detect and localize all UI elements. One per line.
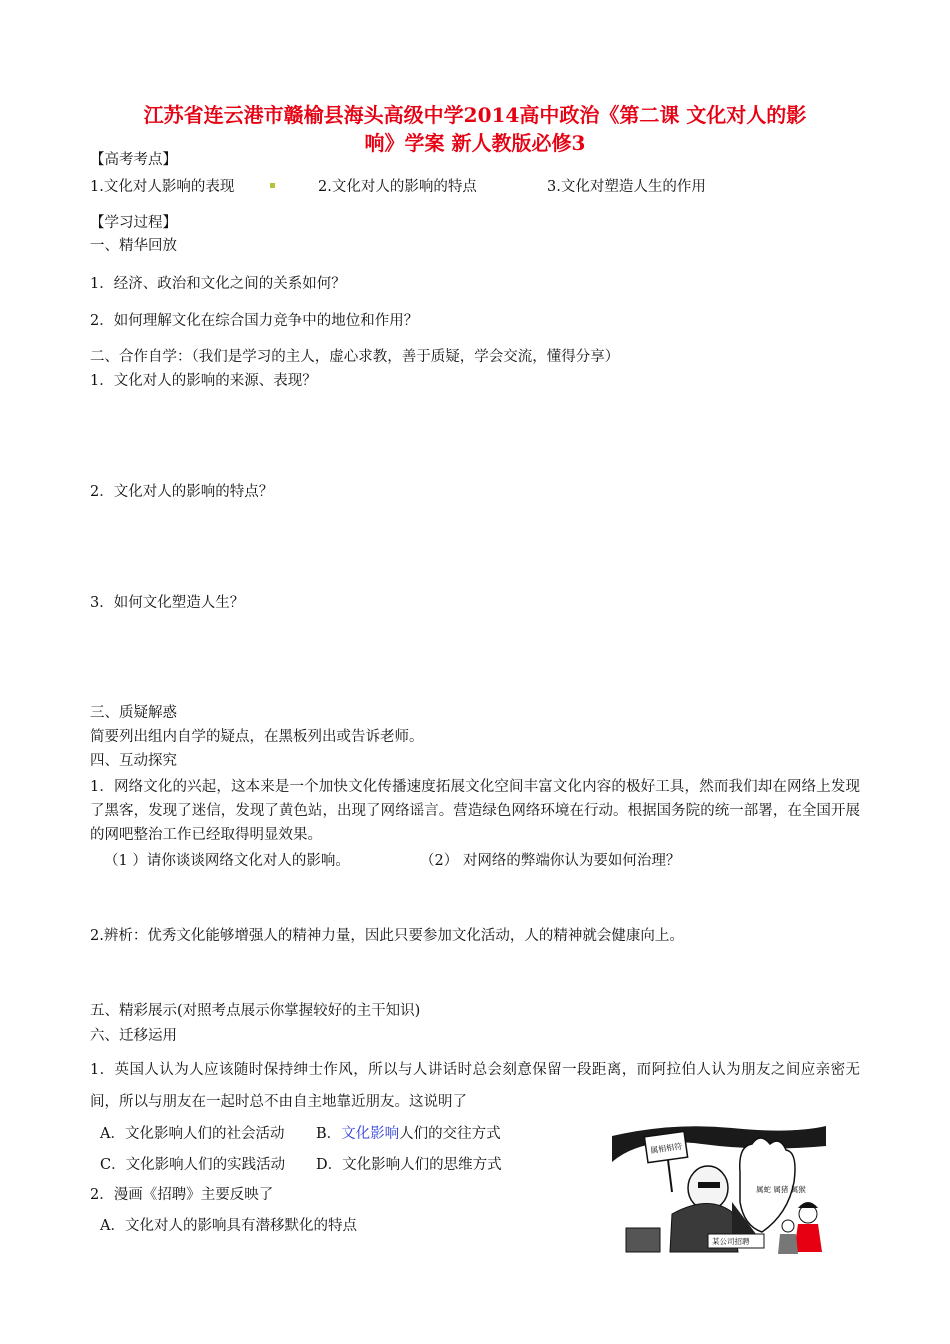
- section4-paragraph-2: 2.辨析：优秀文化能够增强人的精神力量，因此只要参加文化活动，人的精神就会健康向上。: [90, 928, 684, 944]
- cartoon-banner-text: 某公司招聘: [712, 1237, 750, 1246]
- section6-title: 六、迁移运用: [90, 1028, 177, 1044]
- section1-question-2: 2．如何理解文化在综合国力竞争中的地位和作用？: [90, 313, 419, 329]
- option-a: A．文化影响人们的社会活动: [100, 1126, 285, 1142]
- kaodian-point-1: 1.文化对人影响的表现: [90, 179, 235, 195]
- section3-title: 三、质疑解惑: [90, 705, 177, 721]
- section4-subquestion-2: （2） 对网络的弊端你认为要如何治理？: [420, 853, 681, 869]
- cartoon-hand-text: 属蛇 属猪 属猴: [756, 1185, 806, 1194]
- section2-question-3: 3．如何文化塑造人生？: [90, 595, 245, 611]
- option-b: [316, 1124, 501, 1144]
- kaodian-point-2: 2.文化对人的影响的特点: [318, 179, 477, 195]
- option-c: C．文化影响人们的实践活动: [100, 1157, 286, 1173]
- recruitment-cartoon: [612, 1122, 826, 1260]
- option-b-highlight: 文化影响: [341, 1126, 400, 1142]
- section3-text: 简要列出组内自学的疑点，在黑板列出或告诉老师。: [90, 729, 424, 745]
- process-heading: 【学习过程】: [90, 215, 177, 231]
- section1-question-1: 1．经济、政治和文化之间的关系如何？: [90, 276, 346, 292]
- section5-title: 五、精彩展示(对照考点展示你掌握较好的主干知识): [90, 1003, 421, 1019]
- section2-question-1: 1．文化对人的影响的来源、表现？: [90, 373, 317, 389]
- section4-title: 四、互动探究: [90, 753, 177, 769]
- option-b-prefix: B．: [316, 1126, 342, 1142]
- cartoon-sign-text: 属相相符: [649, 1141, 683, 1156]
- document-title-line1: 江苏省连云港市赣榆县海头高级中学2014高中政治《第二课 文化对人的影: [143, 103, 807, 127]
- section6-question-2: 2．漫画《招聘》主要反映了: [90, 1187, 274, 1203]
- option-d: D．文化影响人们的思维方式: [316, 1157, 502, 1173]
- section4-paragraph-1: 1．网络文化的兴起，这本来是一个加快文化传播速度拓展文化空间丰富文化内容的极好工具，然而我们却在网络上发现了黑客，发现了迷信，发现了黄色站，出现了网络谣言。营造绿色网络环境在行动。根据国务院的统一部署，在全国开展的网吧整治工作已经取得明显效果。: [90, 779, 860, 843]
- section6-question-1: 1．英国人认为人应该随时保持绅士作风，所以与人讲话时总会刻意保留一段距离，而阿拉伯人认为朋友之间应亲密无间，所以与朋友在一起时总不由自主地靠近朋友。这说明了: [90, 1062, 860, 1110]
- section2-title: 二、合作自学：（我们是学习的主人，虚心求教，善于质疑，学会交流，懂得分享）: [90, 349, 620, 365]
- section4-subquestion-1: （1 ）请你谈谈网络文化对人的影响。: [104, 853, 350, 869]
- option-b-suffix: 人们的交往方式: [399, 1126, 501, 1142]
- section1-title: 一、精华回放: [90, 238, 177, 254]
- question-2-option-a: A．文化对人的影响具有潜移默化的特点: [100, 1218, 357, 1234]
- document-title-line2: 响》学案 新人教版必修3: [364, 131, 586, 155]
- kaodian-heading: 【高考考点】: [90, 152, 177, 168]
- section2-question-2: 2．文化对人的影响的特点？: [90, 484, 274, 500]
- decorative-dot: [270, 183, 275, 188]
- kaodian-point-3: 3.文化对塑造人生的作用: [547, 179, 706, 195]
